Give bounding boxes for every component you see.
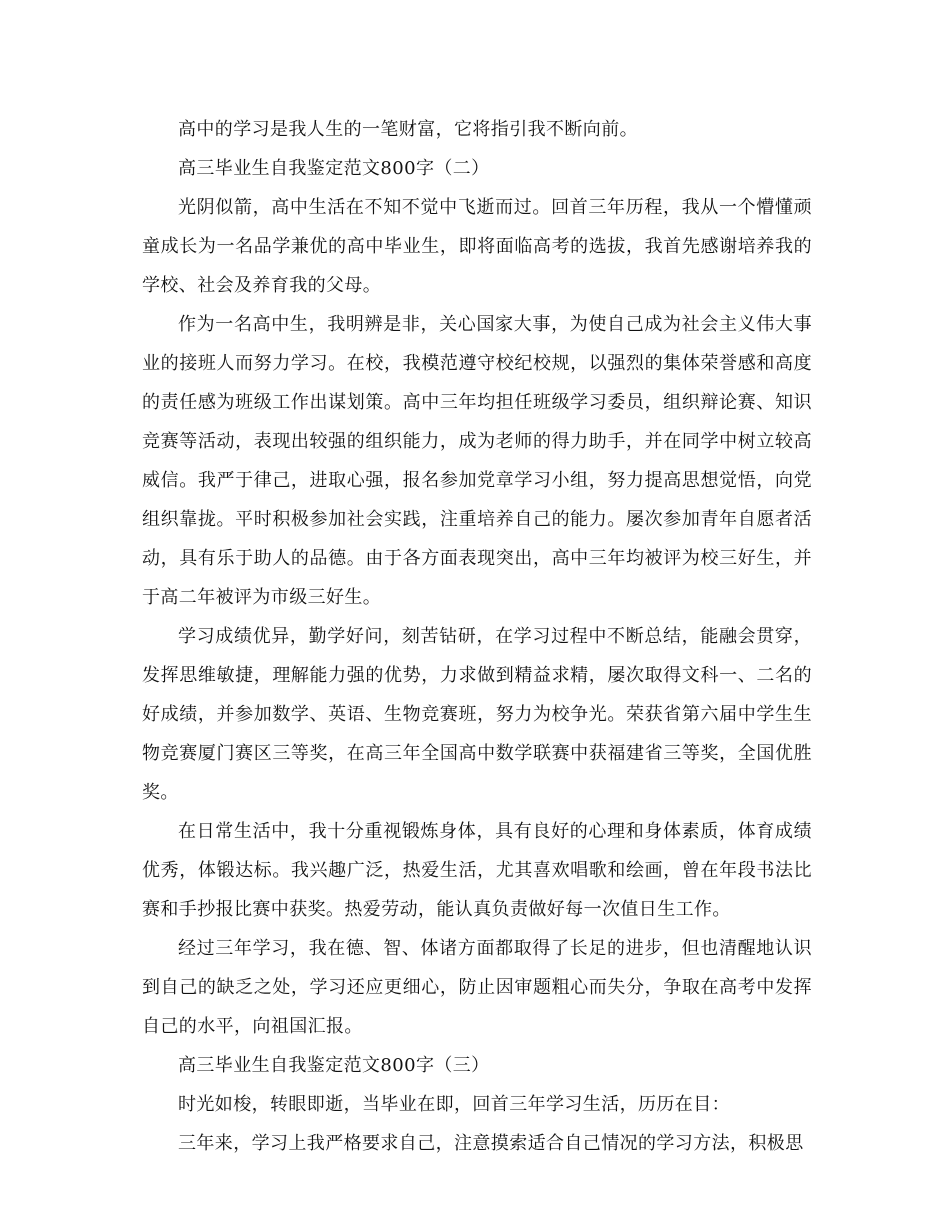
section-heading-3: 高三毕业生自我鉴定范文800字（三） <box>178 1055 490 1076</box>
paragraph-summary: 经过三年学习，我在德、智、体诸方面都取得了长足的进步，但也清醒地认识到自己的缺乏之处，学习还应更细心，防止因审题粗心而失分，争取在高考中发挥自己的水平，向祖国汇报。 <box>142 938 812 1037</box>
paragraph-closing-line: 高中的学习是我人生的一笔财富，它将指引我不断向前。 <box>178 119 638 140</box>
paragraph-intro: 光阴似箭，高中生活在不知不觉中飞逝而过。回首三年历程，我从一个懵懂顽童成长为一名品学兼优的高中毕业生，即将面临高考的选拔，我首先感谢培养我的学校、社会及养育我的父母。 <box>142 197 812 296</box>
paragraph-conduct: 作为一名高中生，我明辨是非，关心国家大事，为使自己成为社会主义伟大事业的接班人而努力学习。在校，我模范遵守校纪校规，以强烈的集体荣誉感和高度的责任感为班级工作出谋划策。高中三年均担任班级学习委员，组织辩论赛、知识竞赛等活动，表现出较强的组织能力，成为老师的得力助手，并在同学中树立较高威信。我严于律己，进取心强，报名参加党章学习小组，努力提高思想觉悟，向党组织靠拢。平时积极参加社会实践，注重培养自己的能力。屡次参加青年自愿者活动，具有乐于助人的品德。由于各方面表现突出，高中三年均被评为校三好生，并于高二年被评为市级三好生。 <box>142 314 812 608</box>
document-body <box>142 110 812 1163</box>
paragraph-study: 学习成绩优异，勤学好问，刻苦钻研，在学习过程中不断总结，能融会贯穿，发挥思维敏捷，理解能力强的优势，力求做到精益求精，屡次取得文科一、二名的好成绩，并参加数学、英语、生物竞赛班，努力为校争光。荣获省第六届中学生生物竞赛厦门赛区三等奖，在高三年全国高中数学联赛中获福建省三等奖，全国优胜奖。 <box>142 626 812 803</box>
paragraph-daily-life: 在日常生活中，我十分重视锻炼身体，具有良好的心理和身体素质，体育成绩优秀，体锻达标。我兴趣广泛，热爱生活，尤其喜欢唱歌和绘画，曾在年段书法比赛和手抄报比赛中获奖。热爱劳动，能认真负责做好每一次值日生工作。 <box>142 821 812 920</box>
paragraph-three-years: 三年来，学习上我严格要求自己，注意摸索适合自己情况的学习方法，积极思 <box>178 1133 804 1154</box>
section-heading-2: 高三毕业生自我鉴定范文800字（二） <box>178 158 490 179</box>
paragraph-time: 时光如梭，转眼即逝，当毕业在即，回首三年学习生活，历历在目： <box>178 1094 730 1115</box>
